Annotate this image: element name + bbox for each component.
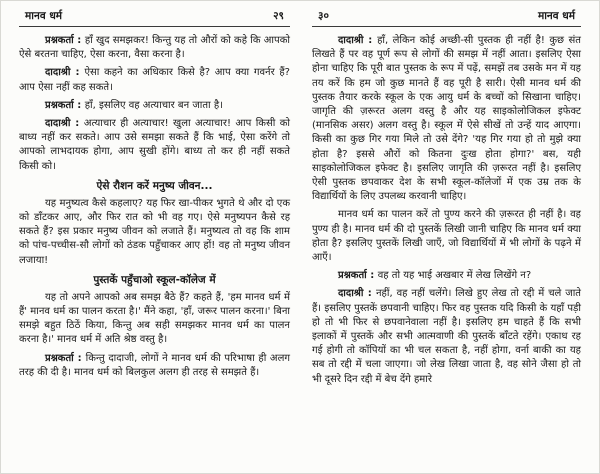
running-title: मानव धर्म bbox=[25, 10, 63, 22]
paragraph: प्रश्नकर्ता : हाँ खुद समझकर! किन्तु यह तो औरों को कहे कि आपको ऐसे बरतना चाहिए, ऐसा करना, वैसा करना है। bbox=[19, 35, 290, 61]
page-number: ३० bbox=[318, 10, 329, 22]
speaker-label: दादाश्री : bbox=[338, 35, 378, 46]
paragraph: दादाश्री : ऐसा कहने का अधिकार किसे है? आप क्या गवर्नर हैं? आप ऐसा नहीं कह सकते। bbox=[19, 67, 290, 93]
header-rule bbox=[312, 26, 581, 27]
page-body-left bbox=[19, 34, 290, 380]
speaker-label: दादाश्री : bbox=[45, 67, 85, 79]
speaker-label: दादाश्री : bbox=[338, 288, 376, 300]
speaker-label: प्रश्नकर्ता : bbox=[45, 35, 85, 46]
speaker-label: प्रश्नकर्ता : bbox=[45, 99, 85, 111]
page-header-right bbox=[312, 9, 581, 26]
section-heading: पुस्तकें पहुँचाओ स्कूल-कॉलेज में bbox=[93, 273, 216, 286]
speaker-label: दादाश्री : bbox=[45, 118, 84, 130]
speaker-label: प्रश्नकर्ता : bbox=[338, 270, 378, 282]
page-left bbox=[1, 1, 300, 473]
running-title: मानव धर्म bbox=[537, 10, 575, 22]
paragraph: प्रश्नकर्ता : किन्तु दादाजी, लोगों ने मानव धर्म की परिभाषा ही अलग तरह की दी है। मानव धर्म को बिलकुल अलग ही तरह से समझते हैं। bbox=[19, 352, 290, 378]
page-number: २९ bbox=[273, 10, 284, 22]
paragraph: दादाश्री : अत्याचार ही अत्याचार! खुला अत्याचार! आप किसी को बाध्य नहीं कर सकते। आप उसे समझा सकते हैं कि भाई, ऐसा करेंगे तो आपको लाभदायक होगा, आप सुखी होंगे। बाध्य तो कर ही नहीं सकते किसी को। bbox=[19, 118, 290, 172]
section-heading: ऐसे रौशन करें मनुष्य जीवन... bbox=[96, 179, 213, 192]
page-right bbox=[300, 1, 599, 473]
paragraph: प्रश्नकर्ता : वह तो यह भाई अखबार में लेख लिखेंगे न? bbox=[338, 270, 532, 282]
header-rule bbox=[19, 26, 290, 27]
paragraph: दादाश्री : हाँ, लेकिन कोई अच्छी-सी पुस्तक ही नहीं है! कुछ संत लिखते हैं पर वह पूर्ण रूप से लोगों की समझ में नहीं आता। इसलिए ऐसा होना चाहिए कि पूरी बात पुस्तक के रूप में पढ़ें, समझें तब उसके मन में यह तय करें कि हम जो कुछ मानते हैं वह पूरी है सारी। ऐसी मानव धर्म की पुस्तक तैयार करके स्कूल के एक आयु धर्म के बच्चों को सिखाना चाहिए। जागृति की ज़रूरत अलग वस्तु है और यह साइकोलोजिकल इफेक्ट (मानसिक असर) अलग वस्तु है। स्कूल में ऐसे सीखें तो उन्हें याद आएगा। किसी का कुछ गिर गया मिले तो उसे देंगे? 'यह गिर गया हो तो मुझे क्या होता है? इससे औरों को कितना दुःख होता होगा?' बस, यही साइकोलोजिकल इफेक्ट है। इसलिए जागृति की ज़रूरत नहीं है। इसलिए ऐसी पुस्तक छपवाकर देश के सभी स्कूल-कॉलेजों में एक उम्र तक के विद्यार्थियों के लिए उपलब्ध करवानी चाहिए। bbox=[312, 35, 581, 203]
paragraph: प्रश्नकर्ता : हाँ, इसलिए वह अत्याचार बन जाता है। bbox=[45, 99, 223, 111]
paragraph: यह तो अपने आपको अब समझ बैठे हैं? कहते हैं, 'हम मानव धर्म में हैं' मानव धर्म का पालन करता है।' मैंने कहा, 'हाँ, जरूर पालन करना।' बिना समझे बहुत ठिठें किया, किन्तु अब सही समझकर मानव धर्म का पालन करना है।' मानव धर्म में अति श्रेष्ठ वस्तु है। bbox=[19, 291, 290, 346]
speaker-label: प्रश्नकर्ता : bbox=[45, 352, 86, 364]
paragraph: दादाश्री : नहीं, वह नहीं चलेंगे। लिखे हुए लेख तो रद्दी में चले जाते हैं। इसलिए पुस्तकें छपवानी चाहिए। फिर वह पुस्तक यदि किसी के यहाँ पड़ी हो तो भी फिर से छपवानेवाला नहीं है। इसलिए हम चाहते हैं कि सभी इलाकों में पुस्तकें और सभी आत्मवाणी की पुस्तकें बाँटते रहेंगे। एकाध रह गई होगी तो कॉपियों का भी चल सकता है, नहीं होगा, वर्ना बाकी का यह सब तो रद्दी में चला जाएगा। जो लेख लिखा जाता है, वह सोने जैसा हो तो भी दूसरे दिन रद्दी में बेच देंगे हमारे bbox=[312, 288, 581, 385]
page-header-left bbox=[19, 9, 290, 26]
paragraph: मानव धर्म का पालन करें तो पुण्य करने की ज़रूरत ही नहीं है। वह पुण्य ही है। मानव धर्म की दो पुस्तकें लिखी जानी चाहिए कि मानव धर्म क्या होता है? इसलिए पुस्तकें लिखी जाएँ, जो विद्यार्थियों में भी लोगों के पढ़ने में आएँ। bbox=[312, 209, 581, 264]
paragraph: यह मनुष्यत्व कैसे कहलाए? यह फिर खा-पीकर भुगते थे और दो एक को डाँटकर आए, और फिर रात को भी वह गए। ऐसे मनुष्यपन कैसे रह सकते हैं? इस प्रकार मनुष्य जीवन को लजाते हैं। मनुष्यत्व तो वह कि शाम को पांच-पच्चीस-सौ लोगों को ठंडक पहुँचाकर आए हों! वह तो मनुष्य जीवन लजाया! bbox=[19, 197, 290, 266]
page-body-right bbox=[312, 34, 581, 387]
